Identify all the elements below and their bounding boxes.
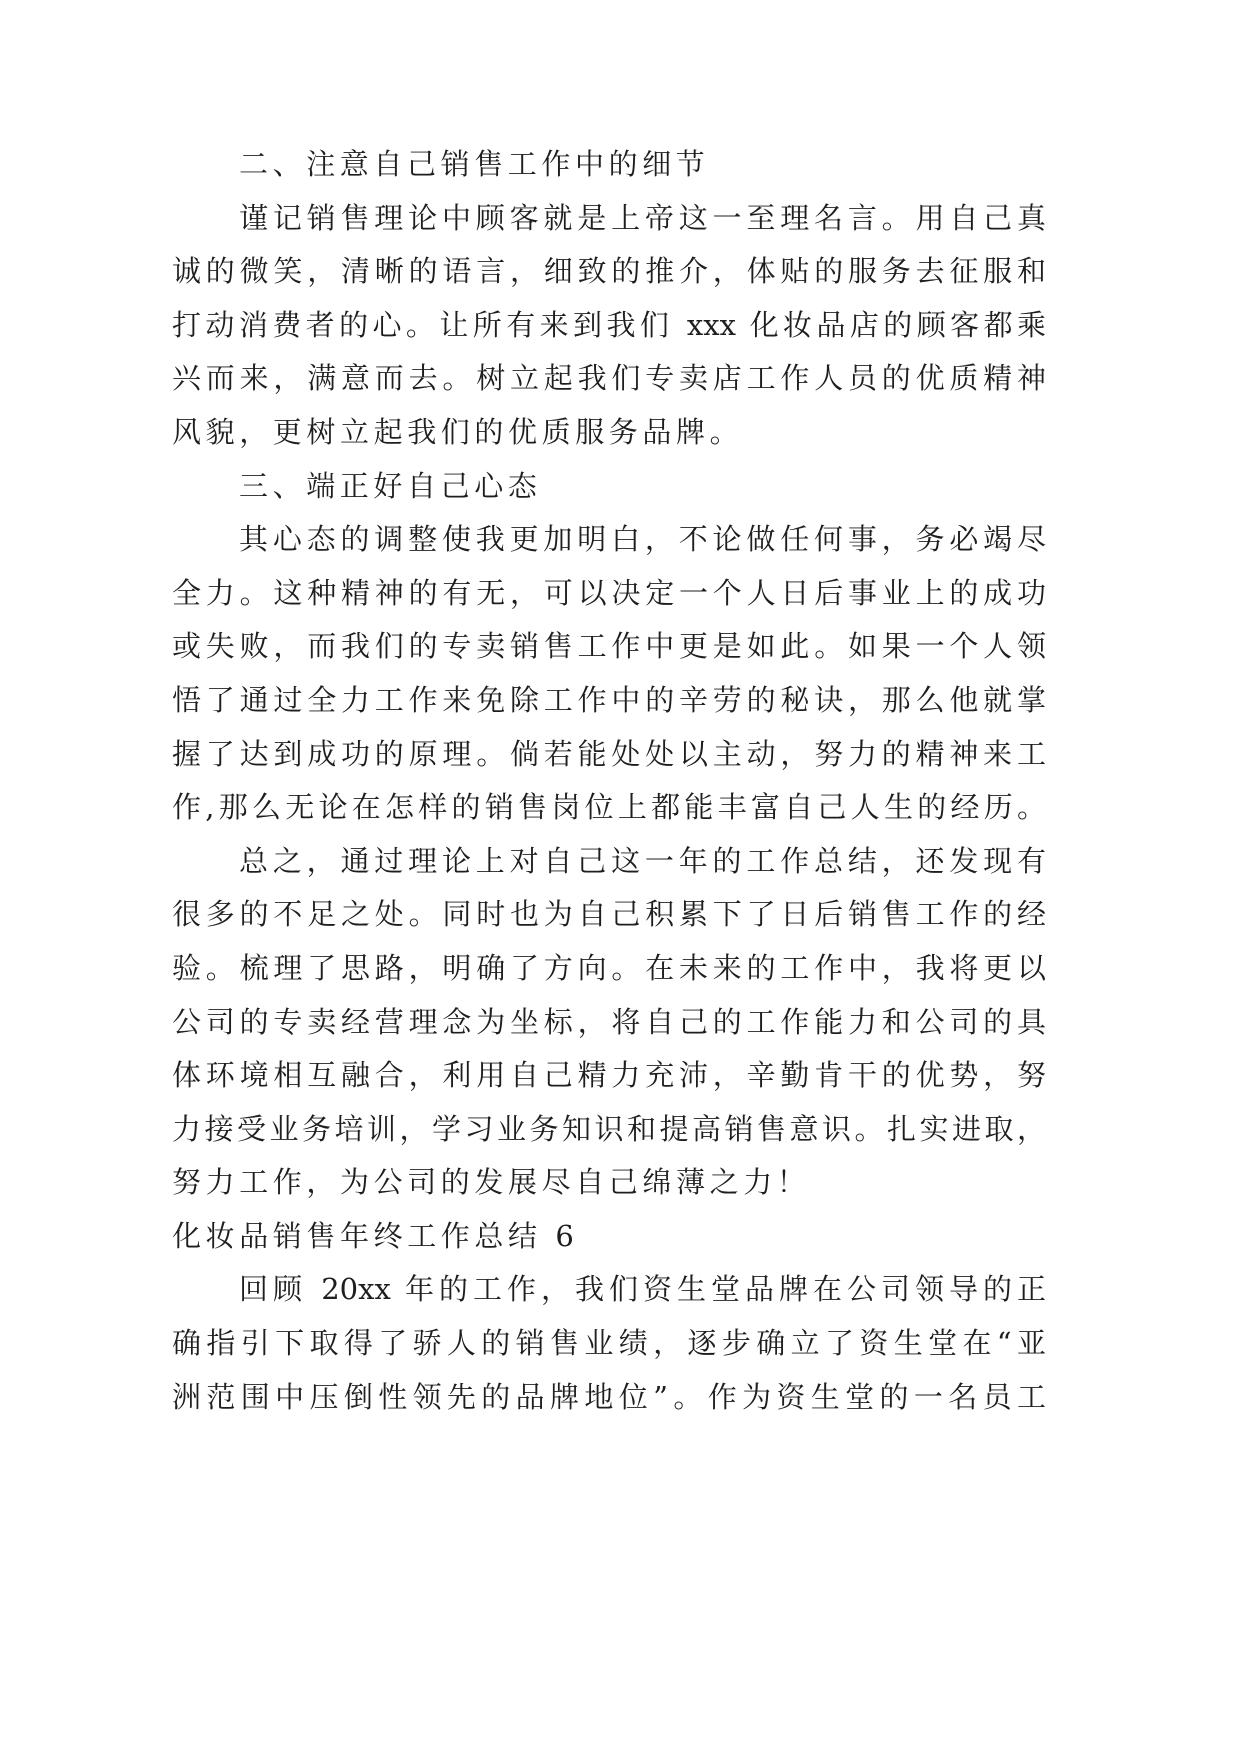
paragraph-line: 努力工作，为公司的发展尽自己绵薄之力！	[172, 1165, 811, 1200]
paragraph-line: 握了达到成功的原理。倘若能处处以主动，努力的精神来工	[172, 736, 1046, 771]
paragraph-line: 悟了通过全力工作来免除工作中的辛劳的秘诀，那么他就掌	[172, 682, 1046, 717]
paragraph-line: 验。梳理了思路，明确了方向。在未来的工作中，我将更以	[172, 950, 1046, 985]
paragraph-line: 作,那么无论在怎样的销售岗位上都能丰富自己人生的经历。	[172, 790, 1046, 825]
paragraph-line: 或失败，而我们的专卖销售工作中更是如此。如果一个人领	[172, 629, 1046, 664]
paragraph-line: 诚的微笑，清晰的语言，细致的推介，体贴的服务去征服和	[172, 254, 1046, 289]
paragraph-line: 其心态的调整使我更加明白，不论做任何事，务必竭尽	[239, 522, 1046, 557]
paragraph-line: 风貌，更树立起我们的优质服务品牌。	[172, 414, 744, 449]
paragraph-line: 很多的不足之处。同时也为自己积累下了日后销售工作的经	[172, 897, 1046, 932]
paragraph-line: 全力。这种精神的有无，可以决定一个人日后事业上的成功	[172, 575, 1046, 610]
paragraph-line: 体环境相互融合，利用自己精力充沛，辛勤肯干的优势，努	[172, 1058, 1046, 1093]
section-heading: 二、注意自己销售工作中的细节	[239, 147, 710, 181]
paragraph-line: 公司的专卖经营理念为坐标，将自己的工作能力和公司的具	[172, 1004, 1046, 1039]
paragraph-line: 谨记销售理论中顾客就是上帝这一至理名言。用自己真	[239, 200, 1046, 235]
document-text-body	[172, 138, 1046, 1424]
paragraph-line: 总之，通过理论上对自己这一年的工作总结，还发现有	[239, 843, 1046, 878]
paragraph-line: 回顾 20xx 年的工作，我们资生堂品牌在公司领导的正	[239, 1272, 1046, 1307]
document-title: 化妆品销售年终工作总结 6	[172, 1218, 579, 1253]
paragraph-line: 兴而来，满意而去。树立起我们专卖店工作人员的优质精神	[172, 361, 1046, 396]
paragraph-line: 打动消费者的心。让所有来到我们 xxx 化妆品店的顾客都乘	[172, 307, 1046, 342]
section-heading: 三、端正好自己心态	[239, 468, 542, 503]
paragraph-line: 洲范围中压倒性领先的品牌地位”。作为资生堂的一名员工	[172, 1379, 1046, 1414]
paragraph-line: 确指引下取得了骄人的销售业绩，逐步确立了资生堂在“亚	[172, 1326, 1046, 1361]
paragraph-line: 力接受业务培训，学习业务知识和提高销售意识。扎实进取，	[172, 1111, 1046, 1146]
